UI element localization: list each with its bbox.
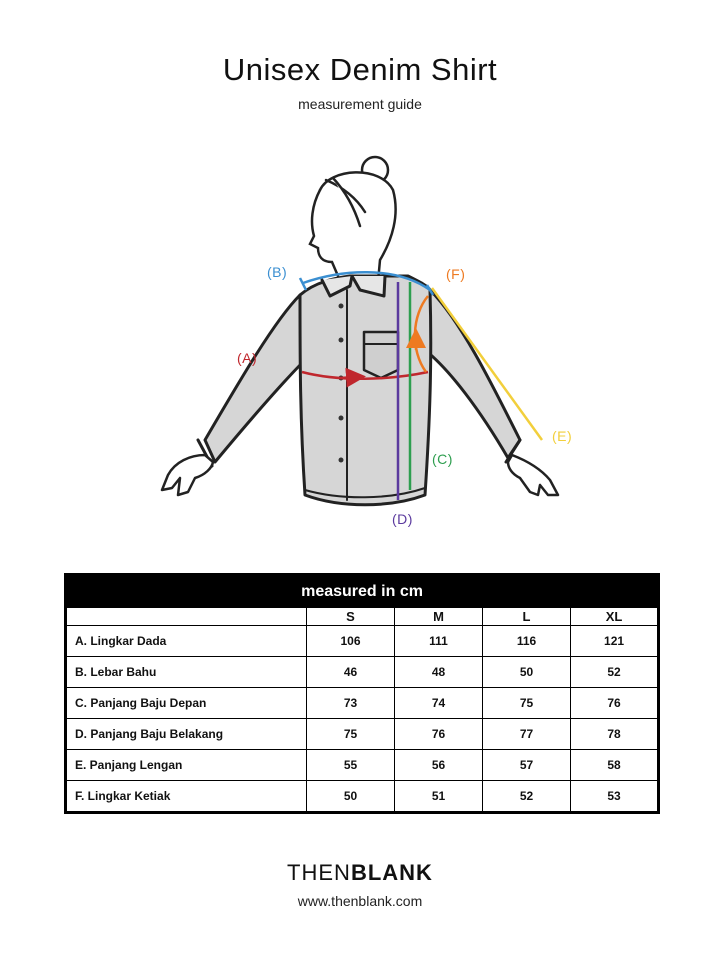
- label-c: (C): [432, 451, 453, 467]
- table-caption: measured in cm: [66, 575, 659, 608]
- measurement-value: 55: [307, 750, 395, 781]
- table-row: [66, 781, 659, 813]
- measurement-value: 48: [395, 657, 483, 688]
- label-e: (E): [552, 428, 573, 444]
- size-header: XL: [571, 608, 659, 626]
- website-url[interactable]: www.thenblank.com: [297, 893, 423, 909]
- shirt-sketch: [198, 276, 520, 505]
- measurement-value: 106: [307, 626, 395, 657]
- measurement-value: 111: [395, 626, 483, 657]
- measurement-value: 46: [307, 657, 395, 688]
- measurement-name: F. Lingkar Ketiak: [66, 781, 307, 813]
- measurement-value: 50: [307, 781, 395, 813]
- page-title: Unisex Denim Shirt: [222, 52, 498, 87]
- label-d: (D): [392, 511, 413, 527]
- measurement-name: B. Lebar Bahu: [66, 657, 307, 688]
- measurement-value: 75: [307, 719, 395, 750]
- size-header: L: [483, 608, 571, 626]
- size-chart-table: [64, 573, 660, 814]
- measurement-value: 121: [571, 626, 659, 657]
- label-f: (F): [446, 266, 466, 282]
- size-header: S: [307, 608, 395, 626]
- measurement-value: 73: [307, 688, 395, 719]
- table-row: [66, 688, 659, 719]
- size-header: M: [395, 608, 483, 626]
- measurement-value: 77: [483, 719, 571, 750]
- measurement-value: 57: [483, 750, 571, 781]
- label-b: (B): [267, 264, 288, 280]
- measurement-value: 116: [483, 626, 571, 657]
- measurement-value: 58: [571, 750, 659, 781]
- table-row: [66, 750, 659, 781]
- measurement-value: 50: [483, 657, 571, 688]
- measurement-name: A. Lingkar Dada: [66, 626, 307, 657]
- measurement-value: 76: [395, 719, 483, 750]
- measurement-name: D. Panjang Baju Belakang: [66, 719, 307, 750]
- measurement-value: 52: [483, 781, 571, 813]
- measurement-name: C. Panjang Baju Depan: [66, 688, 307, 719]
- measurement-name: E. Panjang Lengan: [66, 750, 307, 781]
- table-row: [66, 657, 659, 688]
- brand-logo: THENBLANK: [287, 860, 433, 885]
- measurement-value: 51: [395, 781, 483, 813]
- table-row: [66, 719, 659, 750]
- measurement-value: 74: [395, 688, 483, 719]
- shirt-illustration: [150, 150, 610, 540]
- measurement-value: 56: [395, 750, 483, 781]
- head-sketch: [310, 157, 396, 282]
- table-header-blank: [66, 608, 307, 626]
- measurement-value: 52: [571, 657, 659, 688]
- measurement-value: 75: [483, 688, 571, 719]
- measurement-value: 53: [571, 781, 659, 813]
- measurement-value: 78: [571, 719, 659, 750]
- table-row: [66, 626, 659, 657]
- page-subtitle: measurement guide: [298, 96, 422, 112]
- label-a: (A): [237, 350, 258, 366]
- measurement-value: 76: [571, 688, 659, 719]
